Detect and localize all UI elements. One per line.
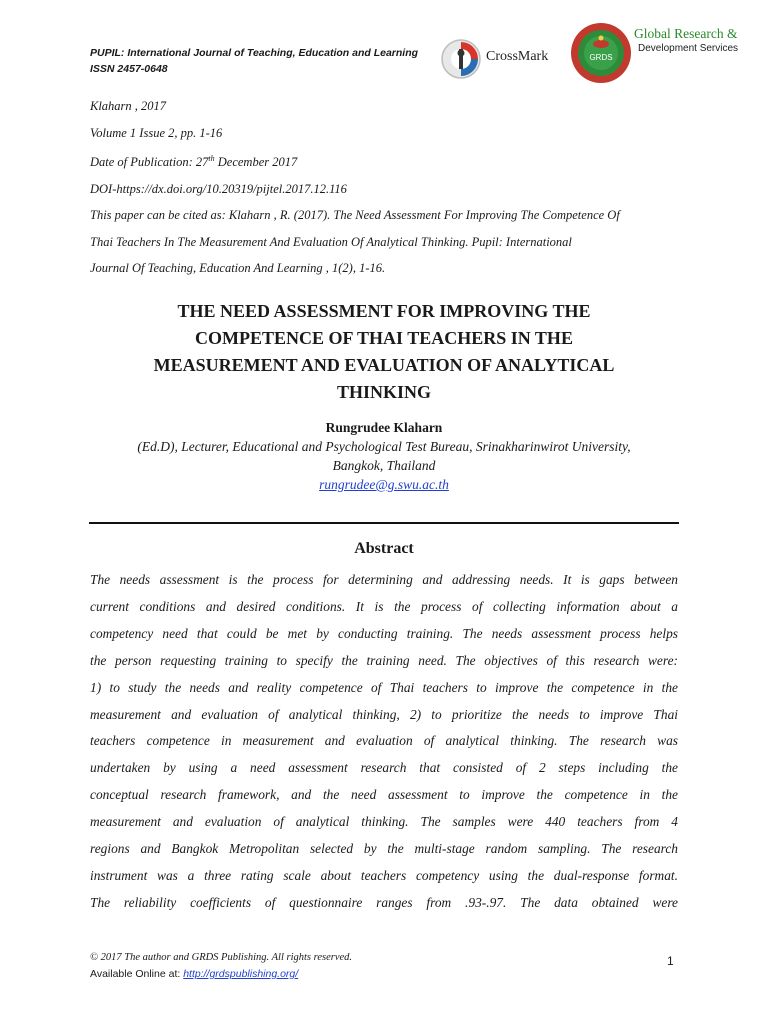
abstract-line: The reliability coefficients of questionnaire ranges from .93-.97. The data obtained were <box>90 894 678 910</box>
publication-date: Date of Publication: 27th December 2017 <box>90 154 298 170</box>
abstract-line: conceptual research framework, and the need assessment to improve the competence in the <box>90 787 678 803</box>
availability-line <box>90 966 690 982</box>
cite-line: This paper can be cited as: Klaharn , R. (2017). The Need Assessment For Improving The Competence Of <box>90 208 620 223</box>
publisher-url-link[interactable]: http://grdspublishing.org/ <box>183 968 299 980</box>
abstract-line: measurement and evaluation of analytical thinking. The samples were 440 teachers from 4 <box>90 814 678 830</box>
title-line: MEASUREMENT AND EVALUATION OF ANALYTICAL <box>153 355 615 375</box>
grds-seal-icon <box>570 22 632 84</box>
volume-info: Volume 1 Issue 2, pp. 1-16 <box>90 125 223 140</box>
copyright-notice: © 2017 The author and GRDS Publishing. All rights reserved. <box>90 952 353 963</box>
author-year: Klaharn , 2017 <box>90 99 167 113</box>
publisher-name: Global Research & <box>634 26 738 41</box>
doi: DOI-https://dx.doi.org/10.20319/pijtel.2017.12.116 <box>90 181 347 196</box>
abstract-line: instrument was a three rating scale about teachers competency using the dual-response format. <box>90 867 678 883</box>
author-affiliation: (Ed.D), Lecturer, Educational and Psychological Test Bureau, Srinakharinwirot University, <box>137 439 631 454</box>
journal-name: PUPIL: International Journal of Teaching, Education and Learning <box>90 47 419 59</box>
abstract-line: The needs assessment is the process for determining and addressing needs. It is gaps between <box>90 572 678 587</box>
abstract-line: undertaken by using a need assessment research that consisted of 2 steps including the <box>90 760 678 776</box>
journal-issn: ISSN 2457-0648 <box>90 63 168 75</box>
abstract-heading: Abstract <box>354 540 414 557</box>
grds-seal-text: GRDS <box>589 53 613 62</box>
abstract-line: 1) to study the needs and reality competence of Thai teachers to improve the competence in the <box>90 679 678 695</box>
abstract-body <box>90 567 678 917</box>
title-line: THE NEED ASSESSMENT FOR IMPROVING THE <box>177 301 591 321</box>
abstract-line: current conditions and desired conditions. It is the process of collecting information about a <box>90 598 678 614</box>
abstract-line: measurement and evaluation of analytical thinking, 2) to prioritize the needs to improve Thai <box>90 706 678 722</box>
citation-block <box>90 93 690 282</box>
page-footer <box>90 950 690 982</box>
cite-line: Thai Teachers In The Measurement And Evaluation Of Analytical Thinking. Pupil: International <box>90 234 572 249</box>
cite-line: Journal Of Teaching, Education And Learning , 1(2), 1-16. <box>90 261 386 276</box>
author-location: Bangkok, Thailand <box>332 458 436 473</box>
author-email-link[interactable]: rungrudee@g.swu.ac.th <box>319 477 449 492</box>
crossmark-label: CrossMark <box>486 49 549 64</box>
abstract-line: the person requesting training to specify the training need. The objectives of this research were: <box>90 652 678 668</box>
title-line: COMPETENCE OF THAI TEACHERS IN THE <box>195 328 573 348</box>
section-divider <box>89 522 679 524</box>
page-number: 1 <box>667 954 674 968</box>
crossmark-badge[interactable] <box>440 38 565 80</box>
paper-title <box>100 298 668 406</box>
journal-header <box>90 45 418 77</box>
crossmark-icon <box>440 38 482 80</box>
abstract-line: teachers competence in measurement and evaluation of analytical thinking. The research was <box>90 733 678 749</box>
publisher-logo <box>570 22 750 84</box>
publisher-subtitle: Development Services <box>638 43 739 54</box>
author-name: Rungrudee Klaharn <box>325 420 443 435</box>
title-line: THINKING <box>336 382 432 402</box>
available-label: Available Online at: <box>90 968 184 980</box>
abstract-line: regions and Bangkok Metropolitan selected by the multi-stage random sampling. The research <box>90 841 678 857</box>
author-block <box>90 418 678 494</box>
abstract-line: competency need that could be met by conducting training. The needs assessment process helps <box>90 625 678 641</box>
